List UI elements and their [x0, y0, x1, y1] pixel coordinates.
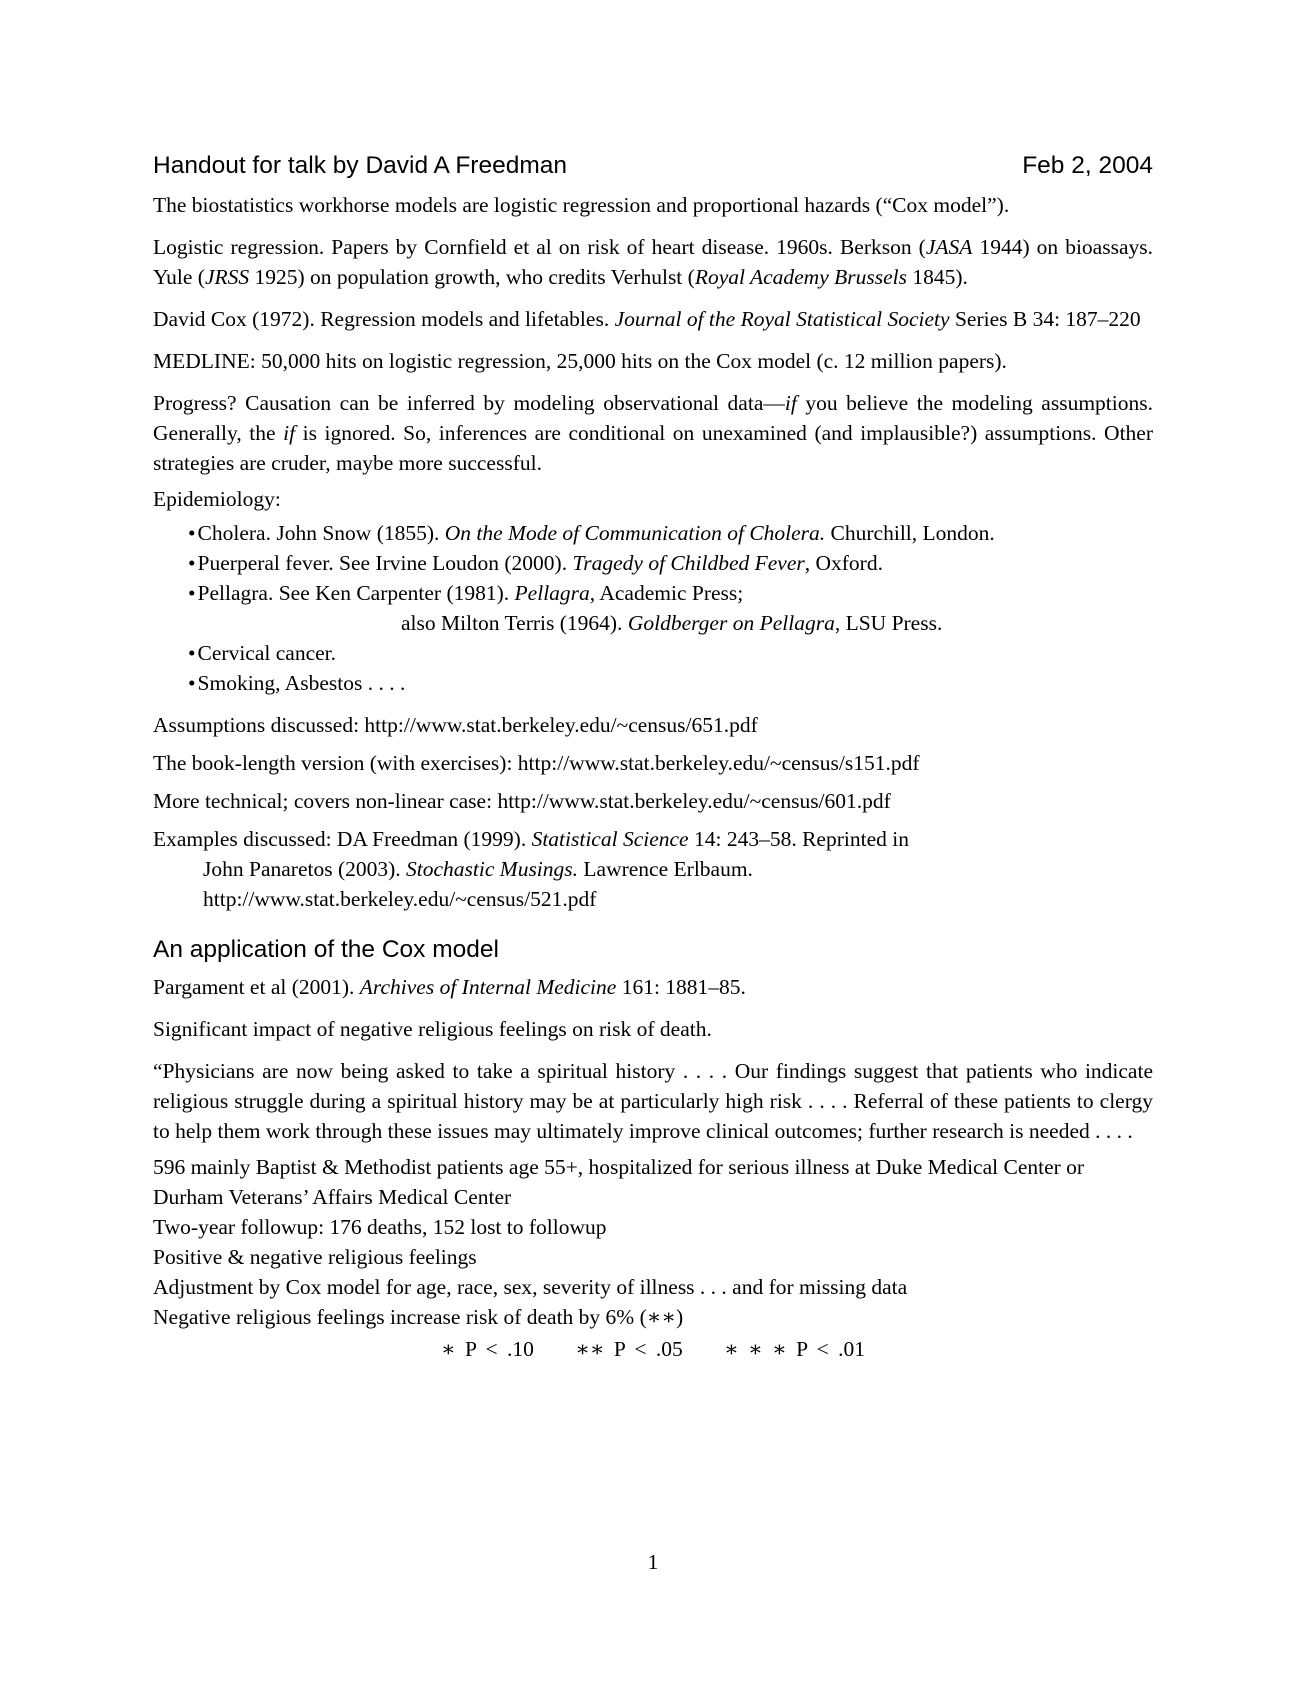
section-heading: An application of the Cox model: [153, 936, 499, 963]
examples-reference: Examples discussed: DA Freedman (1999). Statistical Science 14: 243–58. Reprinted in: [153, 827, 909, 851]
references: [153, 710, 1153, 914]
list-item: • Puerperal fever. See Irvine Loudon (2000). Tragedy of Childbed Fever, Oxford.: [188, 548, 1153, 578]
quote-paragraph: “Physicians are now being asked to take a spiritual history . . . . Our findings suggest that patients who indicate religious struggle during a spiritual history may be at particularly high risk . . . . Referral of these patients to clergy to help them work through these issues may ultimately improve clinical outcomes; further research is needed . . . .: [153, 1059, 1153, 1143]
study-line: Two-year followup: 176 deaths, 152 lost to followup: [153, 1215, 607, 1239]
list-item-continuation: also Milton Terris (1964). Goldberger on Pellagra, LSU Press.: [401, 611, 943, 635]
panaretos-reference: John Panaretos (2003). Stochastic Musings. Lawrence Erlbaum.: [203, 857, 753, 881]
handout-date: Feb 2, 2004: [1022, 152, 1153, 179]
examples-link: http://www.stat.berkeley.edu/~census/521.pdf: [203, 887, 597, 911]
assumptions-link: Assumptions discussed: http://www.stat.berkeley.edu/~census/651.pdf: [153, 713, 758, 737]
significance-one-star: ∗ P < .10: [440, 1337, 534, 1361]
list-item: • Cholera. John Snow (1855). On the Mode of Communication of Cholera. Churchill, London.: [188, 518, 1153, 548]
significance-legend: [153, 1334, 1153, 1364]
significance-two-star: ∗∗ P < .05: [575, 1337, 683, 1361]
list-item: • Cervical cancer.: [188, 638, 1153, 668]
handout-title: Handout for talk by David A Freedman: [153, 152, 567, 179]
page-number: 1: [647, 1550, 659, 1574]
intro-paragraph: The biostatistics workhorse models are logistic regression and proportional hazards (“Cox model”).: [153, 193, 1010, 217]
study-line: Negative religious feelings increase risk of death by 6% (∗∗): [153, 1305, 684, 1329]
significance-three-star: ∗ ∗ ∗ P < .01: [724, 1337, 866, 1361]
technical-link: More technical; covers non-linear case: http://www.stat.berkeley.edu/~census/601.pdf: [153, 789, 891, 813]
document-page: [153, 152, 1153, 1376]
study-details: [153, 1152, 1153, 1364]
study-line: Adjustment by Cox model for age, race, sex, severity of illness . . . and for missing data: [153, 1275, 908, 1299]
epidemiology-list: [153, 518, 1153, 698]
book-link: The book-length version (with exercises): http://www.stat.berkeley.edu/~census/s151.pdf: [153, 751, 920, 775]
significant-paragraph: Significant impact of negative religious feelings on risk of death.: [153, 1017, 712, 1041]
list-item: • Smoking, Asbestos . . . .: [188, 668, 1153, 698]
logistic-paragraph: Logistic regression. Papers by Cornfield et al on risk of heart disease. 1960s. Berkson (JASA 1944) on bioassays. Yule (JRSS 1925) on population growth, who credits Verhulst (Royal Academy Brussels 1845).: [153, 235, 1153, 289]
cox-reference: David Cox (1972). Regression models and lifetables. Journal of the Royal Statistical Society Series B 34: 187–220: [153, 307, 1141, 331]
study-line: Positive & negative religious feelings: [153, 1245, 477, 1269]
study-line: 596 mainly Baptist & Methodist patients age 55+, hospitalized for serious illness at Duke Medical Center or Durham Veterans’ Affairs Medical Center: [153, 1155, 1085, 1209]
medline-paragraph: MEDLINE: 50,000 hits on logistic regression, 25,000 hits on the Cox model (c. 12 million papers).: [153, 349, 1007, 373]
epidemiology-label: Epidemiology:: [153, 487, 281, 511]
list-item: • Pellagra. See Ken Carpenter (1981). Pellagra, Academic Press;: [188, 578, 1153, 608]
pargament-reference: Pargament et al (2001). Archives of Internal Medicine 161: 1881–85.: [153, 975, 746, 999]
header: [153, 152, 1153, 180]
progress-paragraph: Progress? Causation can be inferred by modeling observational data—if you believe the modeling assumptions. Generally, the if is ignored. So, inferences are conditional on unexamined (and implausible?) assumptions. Other strategies are cruder, maybe more successful.: [153, 391, 1153, 475]
